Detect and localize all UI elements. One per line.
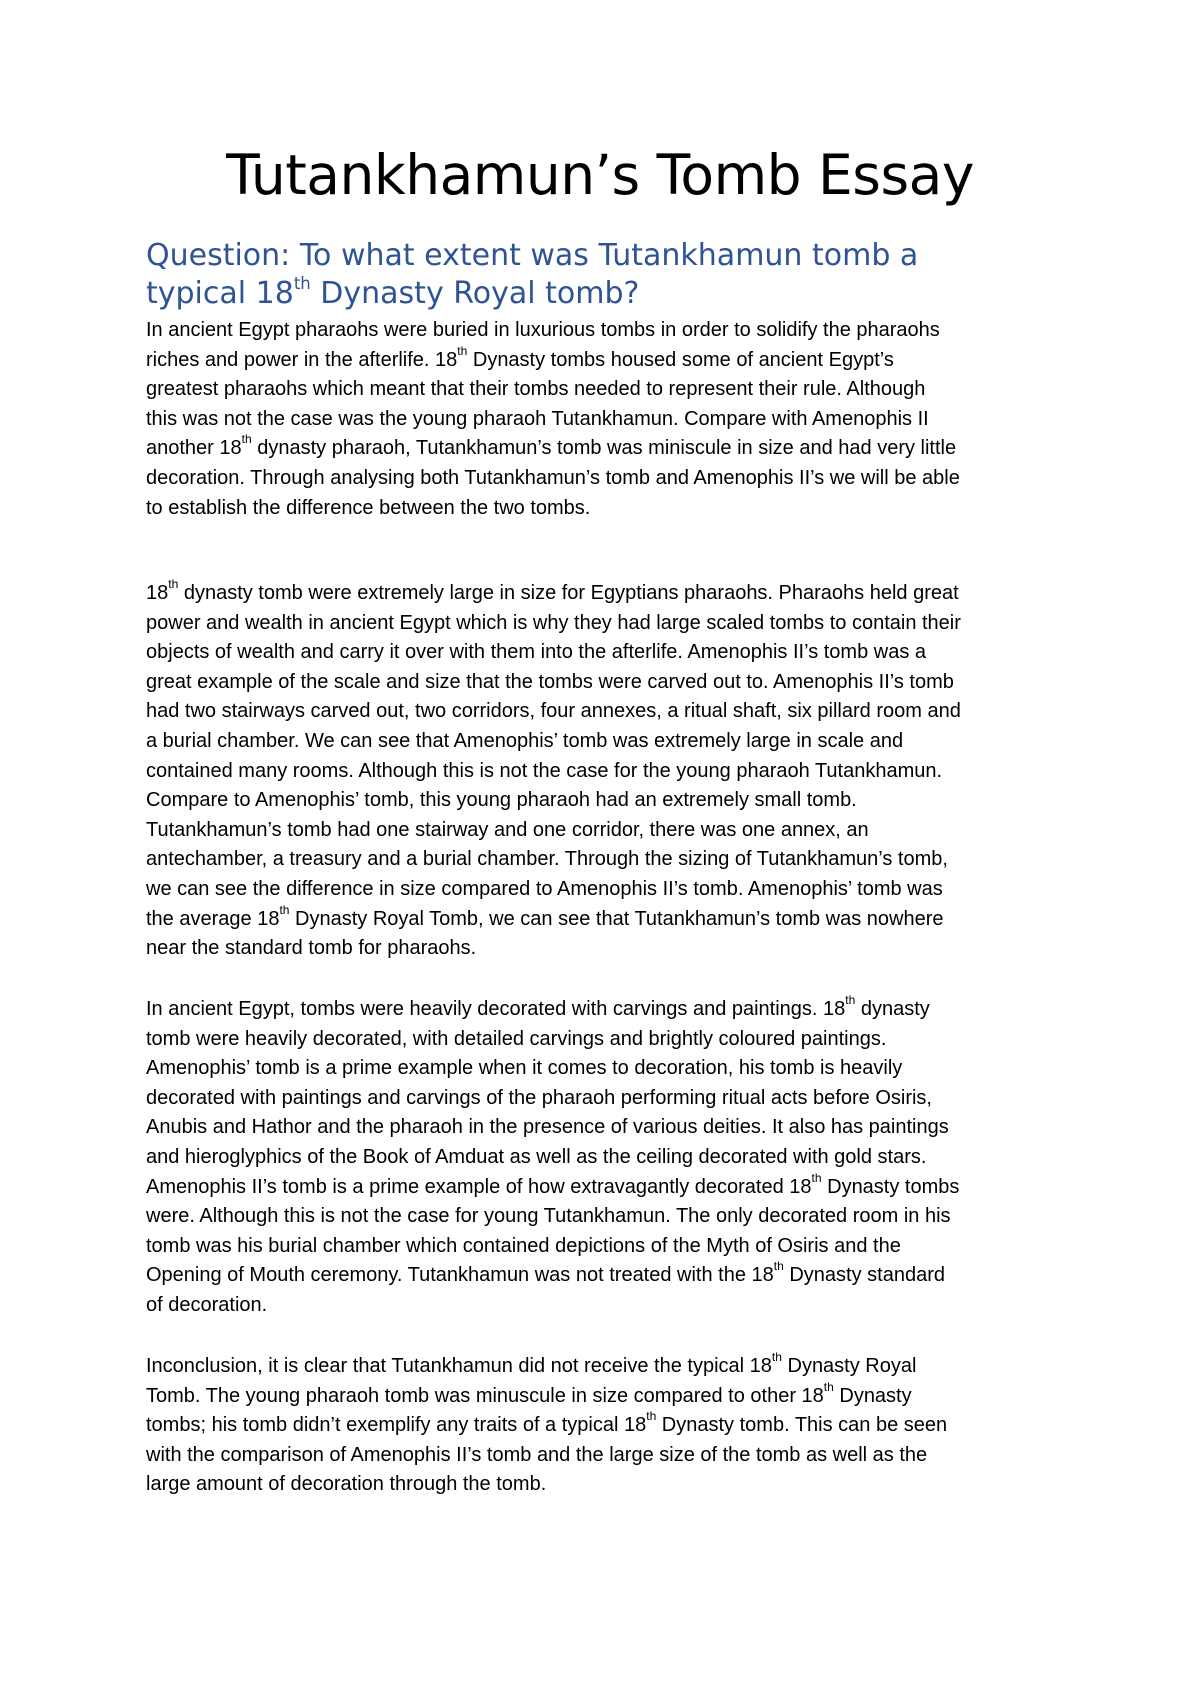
text-line: near the standard tomb for pharaohs. — [146, 937, 477, 960]
ordinal-suffix: th — [279, 902, 290, 917]
ordinal-suffix: th — [811, 1170, 822, 1185]
question-text: Dynasty Royal tomb? — [310, 276, 640, 311]
text-line: large amount of decoration through the tomb. — [146, 1473, 547, 1496]
ordinal-suffix: th — [845, 993, 856, 1008]
text-line: Inconclusion, it is clear that Tutankhamun did not receive the typical 18th Dynasty Royal — [146, 1350, 917, 1377]
text-line: the average 18th Dynasty Royal Tomb, we can see that Tutankhamun’s tomb was nowhere — [146, 902, 944, 930]
text-line: Opening of Mouth ceremony. Tutankhamun was not treated with the 18th Dynasty standard — [146, 1259, 945, 1287]
ordinal-suffix: th — [293, 273, 311, 293]
ordinal-suffix: th — [646, 1409, 657, 1424]
text-line: and hieroglyphics of the Book of Amduat as well as the ceiling decorated with gold stars. — [146, 1145, 927, 1168]
paragraph-conclusion — [146, 1352, 1076, 1500]
text-line: In ancient Egypt pharaohs were buried in luxurious tombs in order to solidify the pharaohs — [146, 319, 940, 341]
ordinal-suffix: th — [241, 432, 252, 447]
question-text: typical 18 — [146, 276, 294, 311]
text-line: with the comparison of Amenophis II’s tomb and the large size of the tomb as well as the — [146, 1443, 928, 1466]
text-line: decoration. Through analysing both Tutankhamun’s tomb and Amenophis II’s we will be able — [146, 466, 960, 489]
paragraph-introduction — [146, 316, 1076, 523]
paragraph-tomb-size — [146, 579, 1076, 964]
ordinal-suffix: th — [771, 1350, 782, 1365]
text-line: this was not the case was the young pharaoh Tutankhamun. Compare with Amenophis II — [146, 407, 929, 430]
text-line: greatest pharaohs which meant that their tombs needed to represent their rule. Although — [146, 378, 926, 401]
text-line: Tomb. The young pharaoh tomb was minuscule in size compared to other 18th Dynasty — [146, 1379, 912, 1407]
text-line: antechamber, a treasury and a burial chamber. Through the sizing of Tutankhamun’s tomb, — [146, 848, 948, 871]
text-line: we can see the difference in size compared to Amenophis II’s tomb. Amenophis’ tomb was — [146, 877, 943, 900]
text-line: great example of the scale and size that the tombs were carved out to. Amenophis II’s tomb — [146, 670, 954, 693]
text-line: objects of wealth and carry it over with them into the afterlife. Amenophis II’s tomb was a — [146, 641, 927, 664]
essay-question — [146, 237, 1046, 313]
text-line: Tutankhamun’s tomb had one stairway and one corridor, there was one annex, an — [146, 818, 869, 841]
text-line: were. Although this is not the case for young Tutankhamun. The only decorated room in his — [146, 1205, 951, 1228]
text-line: Anubis and Hathor and the pharaoh in the presence of various deities. It also has paintings — [146, 1116, 949, 1139]
text-line: 18th dynasty tomb were extremely large in size for Egyptians pharaohs. Pharaohs held great — [146, 577, 959, 604]
essay-title: Tutankhamun’s Tomb Essay — [226, 143, 974, 207]
question-line: Question: To what extent was Tutankhamun tomb a — [146, 238, 919, 273]
question-line — [146, 275, 1046, 313]
text-line: another 18th dynasty pharaoh, Tutankhamun’s tomb was miniscule in size and had very little — [146, 432, 957, 460]
ordinal-suffix: th — [457, 343, 468, 358]
text-line: tombs; his tomb didn’t exemplify any traits of a typical 18th Dynasty tomb. This can be seen — [146, 1409, 948, 1437]
ordinal-suffix: th — [168, 577, 179, 592]
text-line: riches and power in the afterlife. 18th Dynasty tombs housed some of ancient Egypt’s — [146, 343, 894, 371]
text-line: Amenophis’ tomb is a prime example when it comes to decoration, his tomb is heavily — [146, 1057, 903, 1080]
text-line: of decoration. — [146, 1293, 268, 1316]
text-line: tomb were heavily decorated, with detailed carvings and brightly coloured paintings. — [146, 1027, 887, 1050]
text-line: power and wealth in ancient Egypt which is why they had large scaled tombs to contain their — [146, 611, 961, 634]
ordinal-suffix: th — [823, 1379, 834, 1394]
text-line: contained many rooms. Although this is not the case for the young pharaoh Tutankhamun. — [146, 759, 943, 782]
text-line: to establish the difference between the two tombs. — [146, 496, 591, 519]
text-line: Amenophis II’s tomb is a prime example of how extravagantly decorated 18th Dynasty tombs — [146, 1170, 960, 1198]
text-line: a burial chamber. We can see that Amenophis’ tomb was extremely large in scale and — [146, 729, 904, 752]
text-line: Compare to Amenophis’ tomb, this young pharaoh had an extremely small tomb. — [146, 789, 857, 812]
ordinal-suffix: th — [773, 1259, 784, 1274]
paragraph-decoration — [146, 995, 1076, 1321]
text-line: tomb was his burial chamber which contained depictions of the Myth of Osiris and the — [146, 1234, 901, 1257]
text-line: decorated with paintings and carvings of the pharaoh performing ritual acts before Osiris, — [146, 1086, 932, 1109]
text-line: In ancient Egypt, tombs were heavily decorated with carvings and paintings. 18th dynasty — [146, 993, 930, 1020]
text-line: had two stairways carved out, two corridors, four annexes, a ritual shaft, six pillard room and — [146, 700, 961, 723]
